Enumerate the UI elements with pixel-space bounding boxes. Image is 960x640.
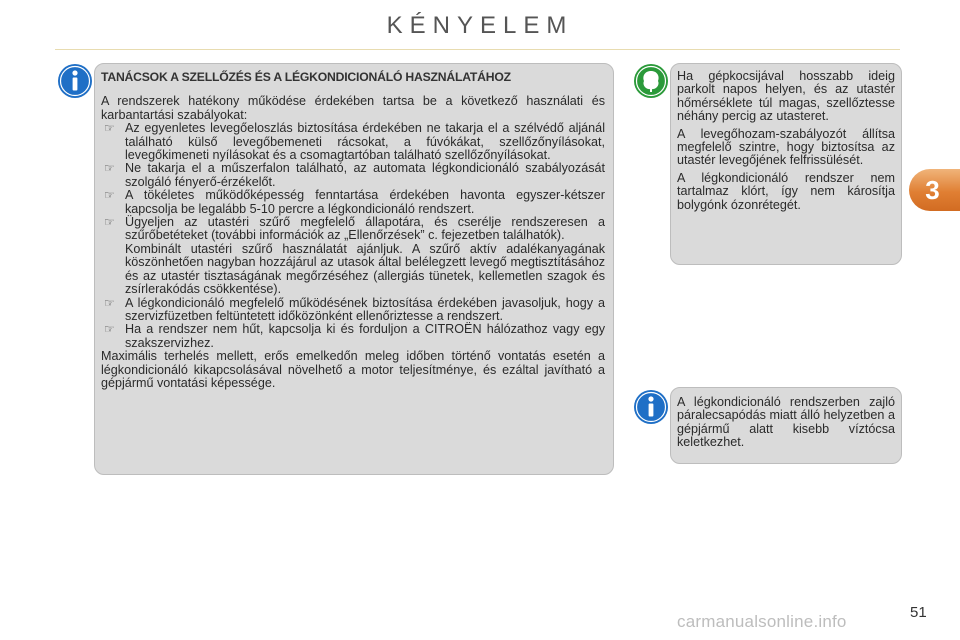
page-title: KÉNYELEM — [386, 12, 574, 39]
eco-tip: Ha gépkocsijával hosszabb ideig parkolt napos helyen, és az utastér hőmérséklete túl magas, szellőztesse néhány percig az utasteret. — [677, 69, 895, 124]
watermark: carmanualsonline.info — [677, 612, 847, 631]
pointing-hand-icon: ☞ — [104, 161, 115, 176]
eco-tips-box — [670, 63, 902, 265]
eco-leaf-icon — [633, 63, 669, 99]
pointing-hand-icon: ☞ — [104, 188, 115, 203]
info-icon — [57, 63, 93, 99]
pointing-hand-icon: ☞ — [104, 295, 115, 310]
advice-title: TANÁCSOK A SZELLŐZÉS ÉS A LÉGKONDICIONÁLÓ HASZNÁLATÁHOZ — [101, 70, 511, 84]
list-item: ☞ A tökéletes működőképesség fenntartása érdekében havonta egyszer-kétszer kapcsolja be legalább 5-10 percre a légkondicionáló rendszert. — [104, 188, 605, 216]
condensation-info-box — [670, 387, 902, 464]
title-divider — [55, 49, 900, 50]
pointing-hand-icon: ☞ — [104, 121, 115, 136]
pointing-hand-icon: ☞ — [104, 322, 115, 337]
advice-outro: Maximális terhelés mellett, erős emelkedőn meleg időben történő vontatás esetén a légkondicionáló kikapcsolásával növelhető a motor teljesítménye, és ezáltal javítható a gépjármű vontatási képessége. — [101, 349, 605, 390]
list-item: ☞ Ügyeljen az utastéri szűrő megfelelő állapotára, és cserélje rendszeresen a szűrőbetéteket (további információk az „Ellenőrzések” c. fejezetben találhatók). — [104, 215, 605, 243]
pointing-hand-icon: ☞ — [104, 215, 115, 230]
list-item: ☞ Az egyenletes levegőeloszlás biztosítása érdekében ne takarja el a szélvédő aljánál található külső levegőbemeneti rácsokat, a fúvókákat, szellőzőnyílásokat, levegőkimeneti nyílásokat és a csomagtartóban található szellőzőnyílásokat. — [104, 121, 605, 163]
advice-list — [101, 122, 605, 243]
info-icon — [633, 389, 669, 425]
list-item: ☞ A légkondicionáló megfelelő működésének biztosítása érdekében javasoljuk, hogy a szervizfüzetben feltüntetett időközönként ellenőriztesse a rendszert. — [104, 295, 605, 323]
eco-tip: A levegőhozam-szabályozót állítsa megfelelő szintre, hogy biztosítsa az utastér levegőjének felfrissülését. — [677, 126, 895, 168]
list-item: ☞ Ne takarja el a műszerfalon található, az automata légkondicionáló szabályozását szolgáló fényerő-érzékelőt. — [104, 161, 605, 189]
advice-intro: A rendszerek hatékony működése érdekében tartsa be a következő használati és karbantartási szabályokat: — [101, 94, 605, 122]
chapter-tab[interactable] — [909, 169, 960, 211]
eco-tip: A légkondicionáló rendszer nem tartalmaz klórt, így nem károsítja bolygónk ózonrétegét. — [677, 170, 895, 212]
list-item: ☞ Ha a rendszer nem hűt, kapcsolja ki és forduljon a CITROËN hálózathoz vagy egy szakszervizhez. — [104, 322, 605, 350]
ventilation-advice-box — [94, 63, 614, 475]
condensation-note: A légkondicionáló rendszerben zajló páralecsapódás miatt álló helyzetben a gépjármű alatt kisebb víztócsa keletkezhet. — [677, 395, 895, 450]
advice-list-continued — [101, 297, 605, 351]
chapter-number: 3 — [925, 174, 940, 205]
page-number: 51 — [910, 604, 927, 621]
filter-recommendation: Kombinált utastéri szűrő használatát ajánljuk. A szűrő aktív adalékanyagának köszönhetően nagyban hozzájárul az utasok által belélegzett levegő megtisztításához és az utastér tisztaságának megőrzéséhez (allergiás tünetek, kellemetlen szagok és zsírlerakódás csökkentése). — [125, 241, 605, 297]
